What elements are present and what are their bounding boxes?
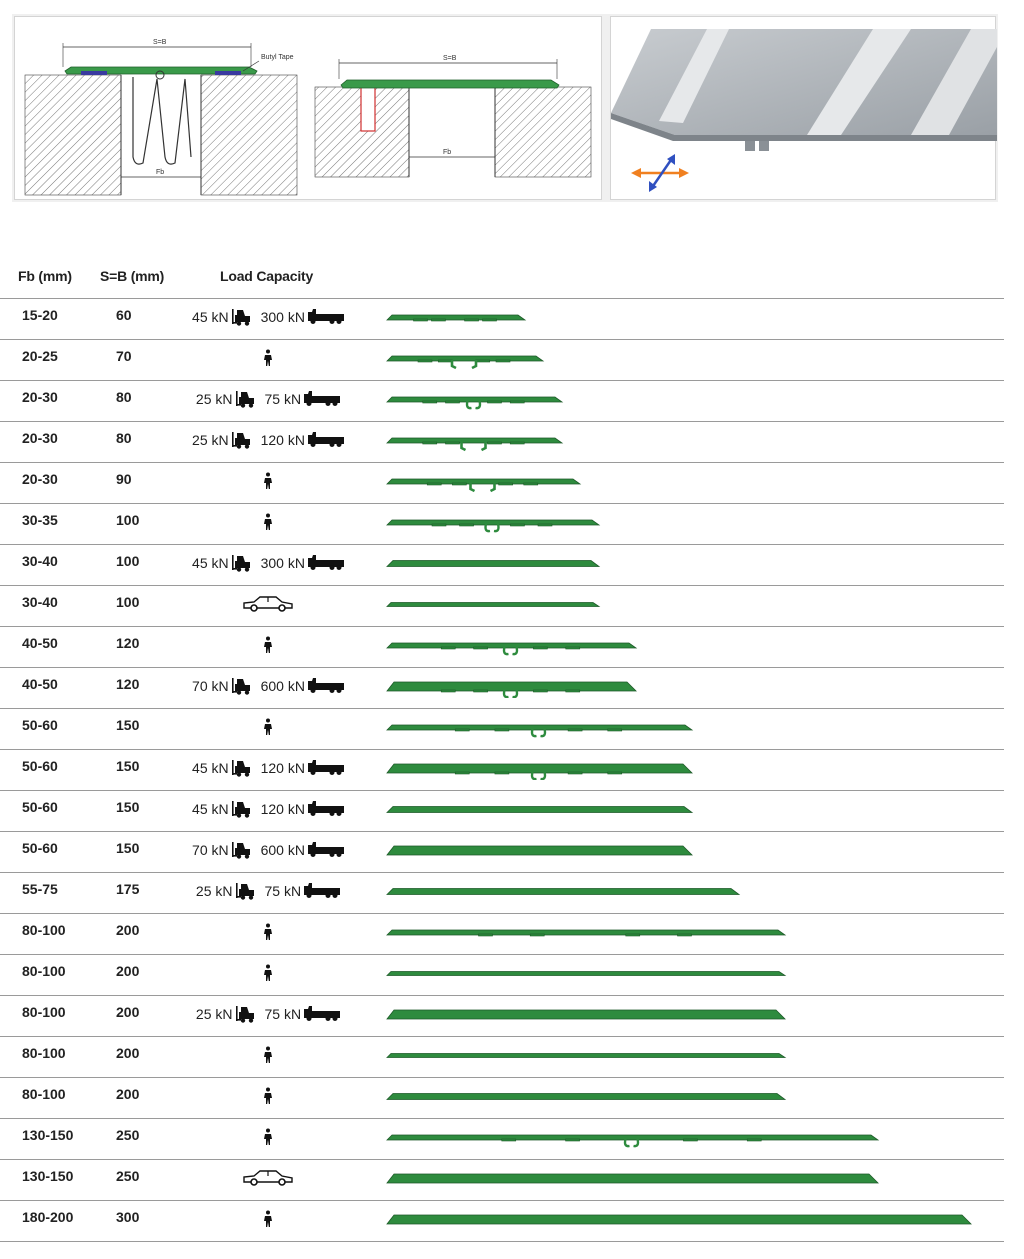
cell-sb: 200 (116, 963, 140, 979)
truck-load: 300 kN (260, 555, 305, 571)
pedestrian-icon (262, 349, 274, 367)
profile-3d-drawing (611, 17, 997, 201)
truck-load: 120 kN (260, 760, 305, 776)
cell-fb: 15-20 (22, 307, 58, 323)
cell-load-capacity (180, 1167, 356, 1189)
truck-icon (304, 883, 340, 899)
table-row (0, 832, 1004, 873)
cell-fb: 50-60 (22, 840, 58, 856)
cell-sb: 175 (116, 881, 140, 897)
cell-fb: 80-100 (22, 1086, 66, 1102)
cell-sb: 200 (116, 1086, 140, 1102)
cell-load-capacity (180, 1126, 356, 1148)
cell-load-capacity (180, 798, 356, 820)
forklift-icon (232, 554, 254, 572)
truck-load: 600 kN (260, 842, 305, 858)
cell-sb: 120 (116, 635, 140, 651)
cell-load-capacity (180, 429, 356, 451)
forklift-load: 25 kN (195, 1006, 233, 1022)
profile-cross-section (386, 1211, 976, 1231)
forklift-load: 70 kN (192, 678, 229, 694)
cell-load-capacity (180, 306, 356, 328)
cell-sb: 90 (116, 471, 132, 487)
butyl-tape-label: Butyl Tape (261, 54, 294, 61)
pedestrian-icon (262, 1128, 274, 1146)
forklift-icon (232, 841, 254, 859)
cell-fb: 30-40 (22, 594, 58, 610)
diagram-1 (25, 39, 297, 195)
cell-load-capacity (180, 1044, 356, 1066)
table-row (0, 627, 1004, 668)
table-row (0, 791, 1004, 832)
cell-fb: 30-40 (22, 553, 58, 569)
cell-load-capacity (180, 470, 356, 492)
cell-sb: 150 (116, 758, 140, 774)
cell-sb: 80 (116, 430, 132, 446)
table-row (0, 1078, 1004, 1119)
cell-fb: 20-30 (22, 430, 58, 446)
cell-sb: 200 (116, 1004, 140, 1020)
cell-load-capacity (180, 675, 356, 697)
forklift-load: 45 kN (192, 760, 229, 776)
cell-fb: 80-100 (22, 1045, 66, 1061)
cell-load-capacity (180, 1003, 356, 1025)
profile-cross-section (386, 924, 790, 944)
pedestrian-icon (262, 1087, 274, 1105)
profile-cross-section (386, 432, 567, 452)
truck-icon (308, 842, 344, 858)
cell-sb: 80 (116, 389, 132, 405)
profile-cross-section (386, 514, 604, 534)
cell-load-capacity (180, 511, 356, 533)
span-label-1: S=B (153, 39, 167, 46)
forklift-icon (232, 759, 254, 777)
cell-sb: 200 (116, 922, 140, 938)
table-row (0, 1160, 1004, 1201)
profile-cross-section (386, 1006, 790, 1026)
profile-cross-section (386, 391, 567, 411)
movement-arrows-icon (631, 154, 689, 192)
cell-fb: 130-150 (22, 1127, 74, 1143)
cell-fb: 80-100 (22, 1004, 66, 1020)
cell-fb: 50-60 (22, 799, 58, 815)
cell-fb: 40-50 (22, 676, 58, 692)
forklift-load: 45 kN (192, 555, 229, 571)
cell-sb: 150 (116, 717, 140, 733)
header-sb: S=B (mm) (100, 268, 165, 284)
profile-cross-section (386, 760, 697, 780)
forklift-icon (232, 431, 254, 449)
cell-fb: 55-75 (22, 881, 58, 897)
cell-sb: 300 (116, 1209, 140, 1225)
table-row (0, 1201, 1004, 1242)
forklift-load: 25 kN (195, 391, 233, 407)
pedestrian-icon (262, 718, 274, 736)
table-row (0, 996, 1004, 1037)
truck-icon (308, 760, 344, 776)
cell-load-capacity (180, 593, 356, 615)
truck-icon (308, 432, 344, 448)
table-row (0, 381, 1004, 422)
truck-load: 75 kN (264, 883, 302, 899)
header-load-capacity: Load Capacity (220, 268, 314, 284)
cell-sb: 60 (116, 307, 132, 323)
cell-fb: 20-30 (22, 389, 58, 405)
table-row (0, 504, 1004, 545)
pedestrian-icon (262, 636, 274, 654)
table-row (0, 750, 1004, 791)
table-row (0, 299, 1004, 340)
forklift-icon (236, 1005, 258, 1023)
forklift-load: 25 kN (192, 432, 229, 448)
cell-load-capacity (180, 347, 356, 369)
cell-load-capacity (180, 552, 356, 574)
table-row (0, 955, 1004, 996)
profile-cross-section (386, 883, 744, 903)
cell-sb: 100 (116, 512, 140, 528)
cell-load-capacity (180, 1085, 356, 1107)
cell-sb: 120 (116, 676, 140, 692)
truck-load: 120 kN (260, 801, 305, 817)
profile-cross-section (386, 801, 697, 821)
table-row (0, 709, 1004, 750)
profile-cross-section (386, 678, 641, 698)
profile-3d-render (610, 16, 996, 200)
cell-load-capacity (180, 757, 356, 779)
cell-sb: 200 (116, 1045, 140, 1061)
cell-load-capacity (180, 716, 356, 738)
cell-fb: 50-60 (22, 758, 58, 774)
gap-label-1: Fb (156, 169, 165, 176)
forklift-icon (232, 308, 254, 326)
cell-load-capacity (180, 962, 356, 984)
truck-icon (308, 678, 344, 694)
forklift-icon (236, 882, 258, 900)
pedestrian-icon (262, 1046, 274, 1064)
forklift-icon (232, 800, 254, 818)
cell-fb: 40-50 (22, 635, 58, 651)
table-header (0, 262, 1004, 299)
forklift-icon (236, 390, 258, 408)
gap-label-2: Fb (443, 149, 452, 156)
table-row (0, 422, 1004, 463)
profile-cross-section (386, 473, 585, 493)
cell-sb: 250 (116, 1168, 140, 1184)
profile-cross-section (386, 842, 697, 862)
pedestrian-icon (262, 513, 274, 531)
table-row (0, 1119, 1004, 1160)
cell-sb: 150 (116, 840, 140, 856)
cell-fb: 20-25 (22, 348, 58, 364)
cross-section-diagrams (14, 16, 602, 200)
truck-icon (308, 555, 344, 571)
pedestrian-icon (262, 1210, 274, 1228)
profile-cross-section (386, 1129, 883, 1149)
forklift-load: 70 kN (192, 842, 229, 858)
forklift-icon (232, 677, 254, 695)
truck-icon (308, 309, 344, 325)
profile-cross-section (386, 965, 790, 985)
table-row (0, 586, 1004, 627)
table-row (0, 545, 1004, 586)
pedestrian-icon (262, 923, 274, 941)
profile-cross-section (386, 719, 697, 739)
pedestrian-icon (262, 964, 274, 982)
forklift-load: 25 kN (195, 883, 233, 899)
truck-load: 300 kN (260, 309, 305, 325)
cell-load-capacity (180, 839, 356, 861)
car-icon (242, 1169, 294, 1187)
table-row (0, 340, 1004, 381)
cell-fb: 30-35 (22, 512, 58, 528)
diagram-2 (315, 55, 591, 177)
cell-fb: 80-100 (22, 963, 66, 979)
cell-sb: 70 (116, 348, 132, 364)
truck-load: 75 kN (264, 1006, 302, 1022)
cell-load-capacity (180, 388, 356, 410)
profile-cross-section (386, 596, 604, 616)
cell-load-capacity (180, 921, 356, 943)
cross-section-drawing (15, 17, 603, 201)
forklift-load: 45 kN (192, 309, 229, 325)
table-row (0, 668, 1004, 709)
table-row (0, 1037, 1004, 1078)
profile-cross-section (386, 1088, 790, 1108)
cell-fb: 180-200 (22, 1209, 74, 1225)
cell-sb: 250 (116, 1127, 140, 1143)
cell-load-capacity (180, 880, 356, 902)
truck-icon (308, 801, 344, 817)
profile-cross-section (386, 1047, 790, 1067)
cell-fb: 20-30 (22, 471, 58, 487)
truck-load: 600 kN (260, 678, 305, 694)
truck-icon (304, 391, 340, 407)
car-icon (242, 595, 294, 613)
truck-load: 75 kN (264, 391, 302, 407)
profile-cross-section (386, 1170, 883, 1190)
cell-fb: 80-100 (22, 922, 66, 938)
pedestrian-icon (262, 472, 274, 490)
profile-cross-section (386, 637, 641, 657)
profile-cross-section (386, 555, 604, 575)
truck-icon (304, 1006, 340, 1022)
cell-sb: 100 (116, 594, 140, 610)
cell-sb: 100 (116, 553, 140, 569)
cell-fb: 130-150 (22, 1168, 74, 1184)
cell-sb: 150 (116, 799, 140, 815)
header-fb: Fb (mm) (18, 268, 72, 284)
table-row (0, 914, 1004, 955)
span-label-2: S=B (443, 55, 457, 62)
table-row (0, 873, 1004, 914)
profile-cross-section (386, 350, 548, 370)
truck-load: 120 kN (260, 432, 305, 448)
forklift-load: 45 kN (192, 801, 229, 817)
table-row (0, 463, 1004, 504)
cell-fb: 50-60 (22, 717, 58, 733)
cell-load-capacity (180, 1208, 356, 1230)
cell-load-capacity (180, 634, 356, 656)
profile-cross-section (386, 309, 530, 329)
